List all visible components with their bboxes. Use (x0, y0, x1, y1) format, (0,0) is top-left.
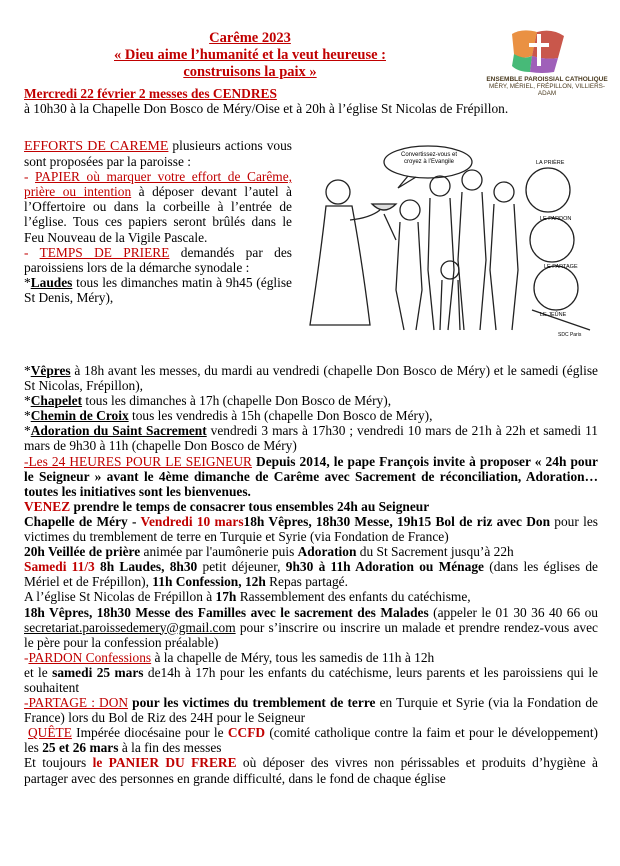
samedi-b2: 9h30 à 11h Adoration ou Ménage (285, 559, 484, 575)
croix-title: Chemin de Croix (30, 408, 129, 424)
veillee-b2: Adoration (297, 544, 357, 560)
pardon-date: samedi 25 mars (52, 664, 144, 680)
vendredi-program-2: pour les victimes du tremblement de terre en Turquie et Syrie (via Fondation de France) (24, 513, 598, 545)
quete-t3: à la fin des messes (118, 740, 222, 756)
laudes-text: tous les dimanches matin à 9h45 (église St Denis, Méry), (24, 274, 292, 305)
venez-text: prendre le temps de consacrer tous ensembles 24h au Seigneur (70, 498, 430, 514)
samedi-b1: 8h Laudes, 8h30 (94, 559, 198, 575)
vendredi-label: Vendredi 10 mars (140, 513, 244, 529)
samedi-label: Samedi 11/3 (24, 559, 95, 575)
vepres-star: * (24, 363, 31, 378)
quete-title: QUÊTE (28, 725, 72, 741)
illustration-signature: SDC Paris (558, 332, 582, 338)
partage-text: en Turquie et Syrie (via la Fondation de France) lors du Bol de Riz des 24H pour le Seigneur (24, 695, 598, 726)
24h-title: -Les 24 HEURES POUR LE SEIGNEUR (24, 453, 252, 469)
veillee-b1: 20h Veillée de prière (24, 544, 141, 560)
pardon-text2a: et le (24, 664, 53, 680)
chapelle-label: Chapelle de Méry - (24, 513, 141, 529)
ccfd-label: CCFD (227, 725, 266, 741)
lent-efforts-title: EFFORTS DE CAREME (24, 139, 169, 154)
panier-title: le PANIER DU FRERE (92, 755, 237, 771)
ash-wednesday-section (24, 86, 598, 116)
veillee-t2: du St Sacrement jusqu’à 22h (356, 544, 514, 560)
vepres-text: à 18h avant les messes, du mardi au vendredi (chapelle Don Bosco de Méry) et le samedi (église St Nicolas, Frépillon), (24, 363, 598, 394)
prayer-dash: - (24, 244, 40, 260)
samedi-t3: Repas partagé. (265, 574, 348, 590)
lent-efforts-lead: plusieurs actions vous sont proposées par la paroisse : (24, 138, 292, 170)
quete-t1: Impérée diocésaine pour le (71, 725, 228, 741)
frepillon-t2: Rassemblement des enfants du catéchisme, (236, 589, 471, 605)
logo-subtitle: MÉRY, MÉRIEL, FRÉPILLON, VILLIERS-ADAM (489, 83, 605, 97)
prayer-times-title: TEMPS DE PRIERE (39, 244, 170, 260)
logo-name: ENSEMBLE PAROISSIAL CATHOLIQUE (486, 76, 608, 83)
laudes-star: * (24, 274, 31, 290)
paper-dash: - (24, 169, 36, 185)
frepillon-b1: 17h (215, 589, 237, 605)
pardon-dash: - (24, 649, 29, 665)
illustration-label-partage: LE PARTAGE (544, 264, 578, 270)
quete-dates: 25 et 26 mars (42, 740, 119, 756)
adoration-text: vendredi 3 mars à 17h30 ; vendredi 10 mars de 21h à 22h et samedi 11 mars de 9h30 à 11h (chapelle Don Bosco de Méry) (24, 423, 598, 454)
pardon-title: PARDON Confessions (28, 649, 152, 665)
illustration-label-priere: LA PRIÈRE (536, 160, 565, 166)
malades-t2: pour s’inscrire ou inscrire un malade et prendre rendez-vous avec le père pour la confession préalable) (24, 619, 598, 650)
24h-text: Depuis 2014, le pape François invite à proposer « 24h pour le Seigneur » avant le 4ème dimanche de Carême avec Sacrement de réconciliation, Adoration… toutes les initiatives sont les bienvenues. (24, 453, 599, 499)
samedi-t2: (dans les églises de Mériel et de Frépillon), (24, 559, 598, 590)
samedi-b3: 11h Confession, 12h (152, 574, 266, 590)
venez-label: VENEZ (24, 498, 71, 514)
header-title: Carême 2023 (209, 30, 291, 46)
pardon-text1: à la chapelle de Méry, tous les samedis de 11h à 12h (151, 649, 435, 665)
croix-text: tous les vendredis à 15h (chapelle Don Bosco de Méry), (128, 408, 433, 424)
vepres-title: Vêpres (30, 363, 71, 378)
lent-efforts-section (24, 138, 292, 305)
vendredi-program: 18h Vêpres, 18h30 Messe, 19h15 Bol de riz avec Don (243, 513, 551, 529)
activities-section (24, 363, 598, 786)
panier-t2: où déposer des vivres non périssables et produits d’hygiène à partager avec des personnes en grande difficulté, dans le fond de chaque église (24, 755, 598, 786)
parish-logo-icon (482, 26, 612, 76)
partage-title: -PARTAGE : DON (24, 695, 129, 711)
header-theme-line1: « Dieu aime l’humanité et la veut heureuse : (114, 47, 386, 63)
secretariat-email-link[interactable]: secretariat.paroissedemery@gmail.com (24, 619, 236, 635)
samedi-t1: petit déjeuner, (197, 559, 286, 575)
chapelet-star: * (24, 393, 31, 409)
chapelet-title: Chapelet (30, 393, 83, 409)
illustration-label-jeune: LE JEÛNE (540, 312, 567, 318)
illustration-bubble-text: Convertissez-vous et croyez à l’Evangile (400, 152, 458, 165)
illustration-label-pardon: LE PARDON (540, 216, 572, 222)
chapelet-text: tous les dimanches à 17h (chapelle Don Bosco de Méry), (82, 393, 392, 409)
ash-wednesday-title: Mercredi 22 février 2 messes des CENDRES (24, 86, 277, 101)
adoration-title: Adoration du Saint Sacrement (30, 423, 207, 439)
prayer-times-text: demandés par des paroissiens lors de la démarche synodale : (24, 244, 292, 275)
croix-star: * (24, 408, 31, 424)
pardon-text2c: de14h à 17h pour les enfants du catéchisme, leurs parents et les paroissiens qui le souhaitent (24, 664, 598, 695)
frepillon-t1: A l’église St Nicolas de Frépillon à (24, 589, 216, 605)
paper-effort-title: PAPIER où marquer votre effort de Carême, prière ou intention (24, 169, 292, 200)
malades-b1: 18h Vêpres, 18h30 Messe des Familles avec le sacrement des Malades (24, 604, 429, 620)
ash-wednesday-text: à 10h30 à la Chapelle Don Bosco de Méry/Oise et à 20h à l’église St Nicolas de Frépillon. (24, 101, 509, 117)
panier-t1: Et toujours (24, 755, 93, 771)
veillee-t1: animée par l'aumônerie puis (140, 544, 298, 560)
partage-bold: pour les victimes du tremblement de terre (128, 695, 376, 711)
lent-illustration (300, 140, 600, 340)
page-header (60, 30, 440, 81)
header-theme-line2: construisons la paix » (183, 64, 317, 80)
adoration-star: * (24, 423, 31, 439)
laudes-title: Laudes (30, 274, 73, 290)
quete-t2: (comité catholique contre la faim et pour le développement) les (24, 725, 599, 756)
paper-effort-text: à déposer devant l’autel à l’Offertoire ou dans la corbeille à l’entrée de l’église. Tous ces papiers seront brûlés dans le Feu Nouveau de la Vigile Pascale. (24, 184, 292, 245)
malades-t1: (appeler le 01 30 36 40 66 ou (428, 604, 598, 620)
